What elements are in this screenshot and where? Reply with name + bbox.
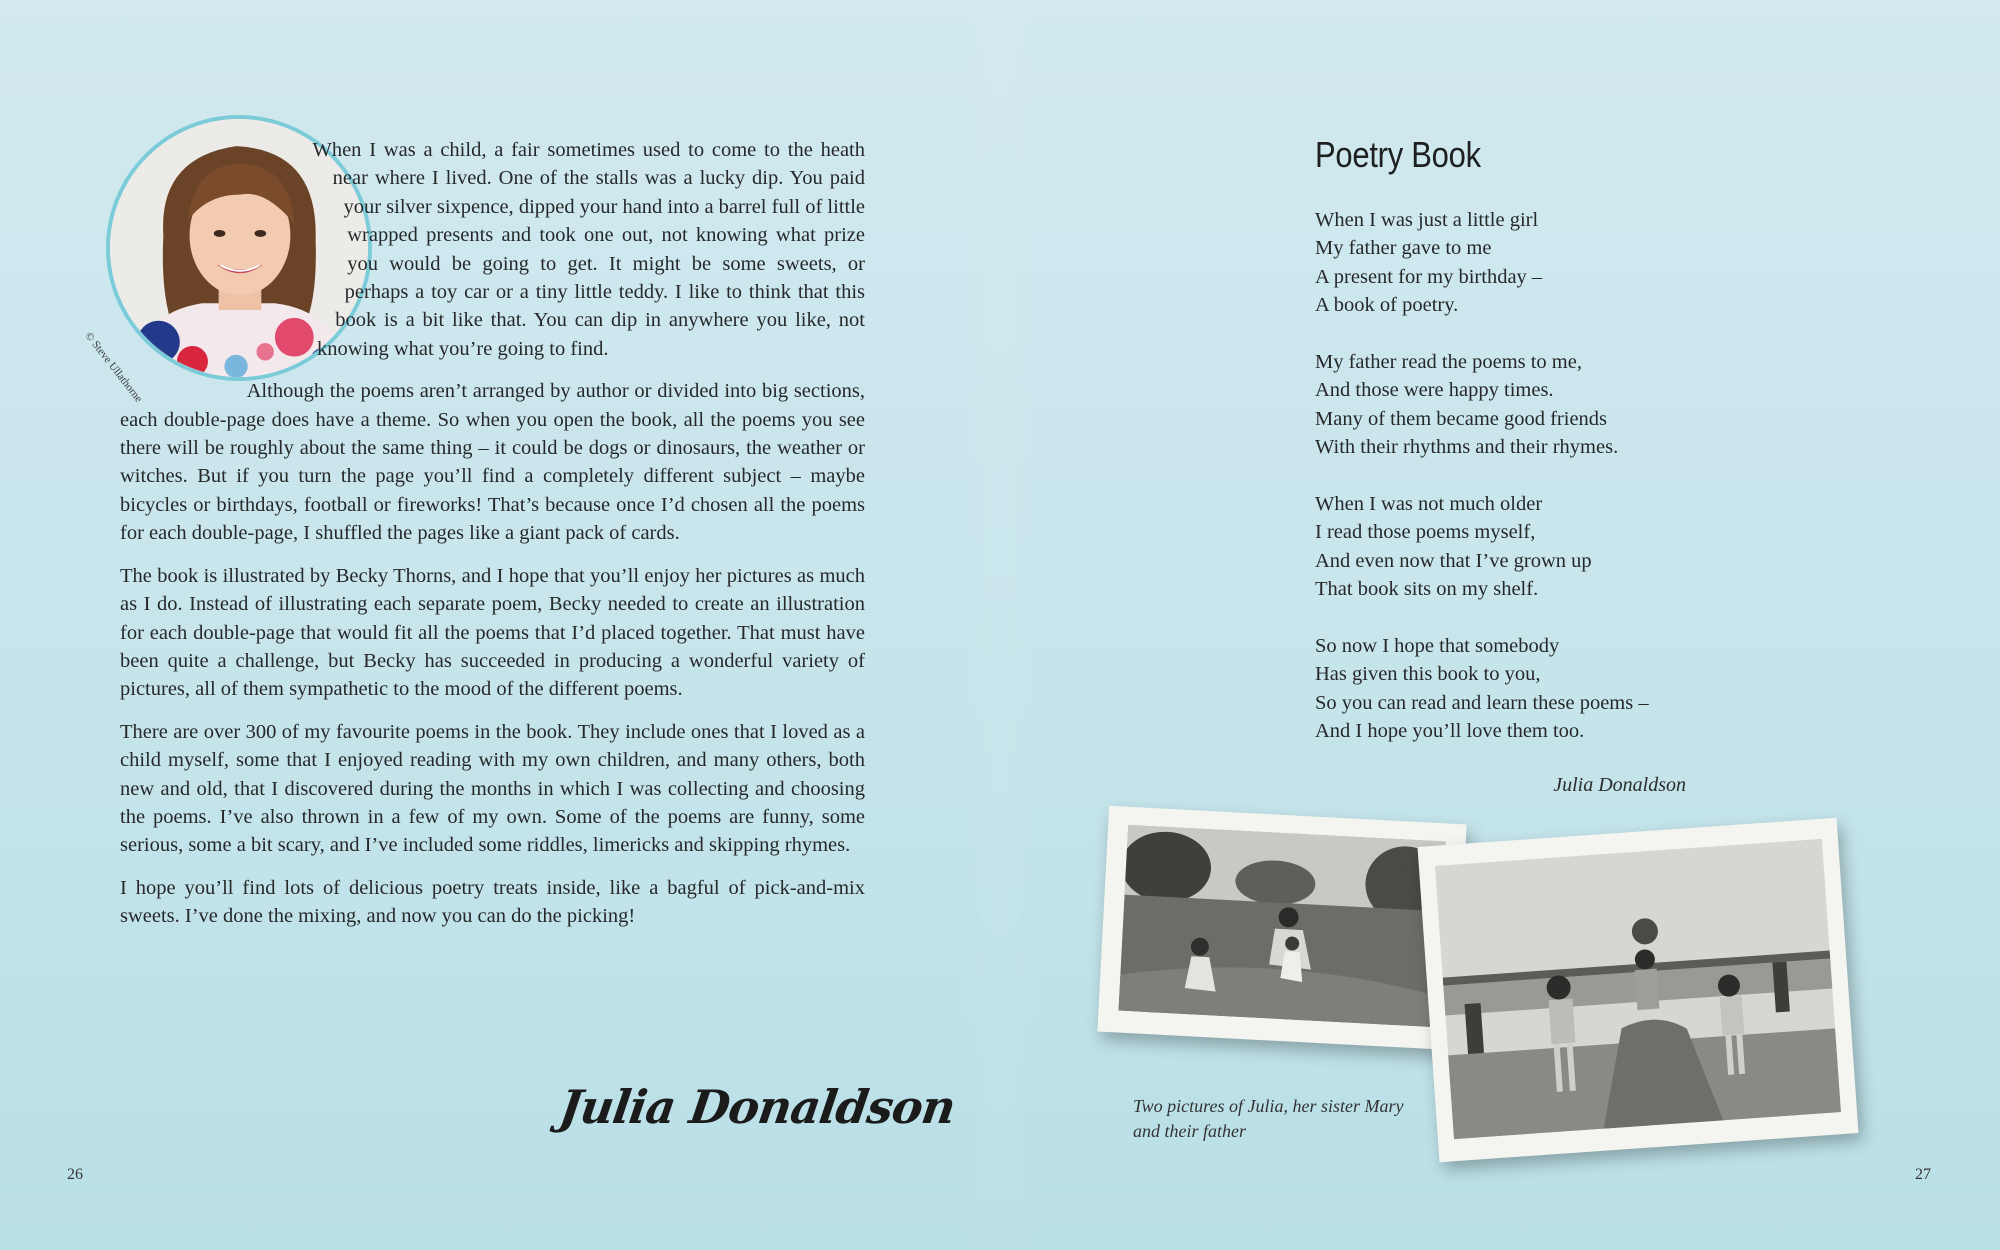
family-photo-park	[1097, 806, 1466, 1050]
poem-line: A book of poetry.	[1315, 294, 1459, 317]
poem	[1315, 206, 1735, 774]
poem-line: My father gave to me	[1315, 237, 1492, 260]
poem-stanza	[1315, 348, 1735, 462]
poem-line: And even now that I’ve grown up	[1315, 549, 1592, 572]
poem-line: So you can read and learn these poems –	[1315, 691, 1649, 714]
poem-line: Many of them became good friends	[1315, 407, 1608, 430]
paragraph: There are over 300 of my favourite poems in the book. They include ones that I loved as a child myself, some that I enjoyed reading with my own children, and many others, both new and old, that I discovered during the months in which I was collecting and choosing the poems. I’ve also thrown in a few of my own. Some of the poems are funny, some serious, some a bit scary, and I’ve included some riddles, limericks and skipping rhymes.	[120, 720, 865, 857]
poem-line: When I was just a little girl	[1315, 209, 1539, 231]
poem-line: I read those poems myself,	[1315, 521, 1536, 544]
poem-stanza	[1315, 206, 1735, 320]
poem-line: With their rhythms and their rhymes.	[1315, 436, 1619, 459]
poem-stanza	[1315, 490, 1735, 604]
photos-caption: Two pictures of Julia, her sister Mary and their father	[1133, 1096, 1404, 1141]
poem-line: That book sits on my shelf.	[1315, 578, 1539, 601]
paragraph: I hope you’ll find lots of delicious poetry treats inside, like a bagful of pick-and-mix sweets. I’ve done the mixing, and now you can do the picking!	[120, 876, 865, 928]
poem-line: A present for my birthday –	[1315, 265, 1543, 288]
photo-credit: © Steve Ullathorne	[82, 330, 145, 405]
paragraph: The book is illustrated by Becky Thorns, and I hope that you’ll enjoy her pictures as much as I do. Instead of illustrating each separate poem, Becky needed to create an illustration for each double-page that would fit all the poems that I’d placed together. That must have been quite a challenge, but Becky has succeeded in producing a wonderful variety of pictures, all of them sympathetic to the mood of the different poems.	[120, 564, 865, 701]
introduction-text	[120, 136, 865, 945]
paragraph: Although the poems aren’t arranged by author or divided into big sections, each double-page does have a theme. So when you open the book, all the poems you see there will be roughly about the same thing – it could be dogs or dinosaurs, the weather or witches. But if you turn the page you’ll find a completely different subject – maybe bicycles or birthdays, football or fireworks! That’s because once I’d chosen all the poems for each double-page, I shuffled the pages like a giant pack of cards.	[120, 380, 865, 545]
author-signature: Julia Donaldson	[556, 1080, 959, 1134]
poem-line: My father read the poems to me,	[1315, 351, 1582, 374]
beach-photo-image	[1435, 839, 1841, 1139]
poem-line: And I hope you’ll love them too.	[1315, 720, 1585, 743]
page-number-right: 27	[1915, 1166, 1931, 1183]
family-photo-beach	[1417, 818, 1858, 1163]
page-number-left: 26	[67, 1166, 83, 1183]
poem-line: And those were happy times.	[1315, 379, 1554, 402]
poem-line: Has given this book to you,	[1315, 663, 1541, 686]
poem-title: Poetry Book	[1315, 134, 1481, 175]
poem-line: When I was not much older	[1315, 493, 1543, 516]
poem-line: So now I hope that somebody	[1315, 635, 1560, 658]
intro-paragraph: When I was a child, a fair sometimes used to come to the heath near where I lived. One of the stalls was a lucky dip. You paid your silver sixpence, dipped your hand into a barrel full of little wrapped presents and took one out, not knowing what prize you would be going to get. It might be some sweets, or perhaps a toy car or a tiny little teddy. I like to think that this book is a bit like that. You can dip in anywhere you like, not knowing what you’re going to find.	[312, 139, 865, 360]
intro-paragraph-container	[120, 136, 865, 363]
park-photo-image	[1118, 825, 1445, 1027]
poem-author: Julia Donaldson	[1553, 774, 1686, 796]
poem-stanza	[1315, 632, 1735, 746]
